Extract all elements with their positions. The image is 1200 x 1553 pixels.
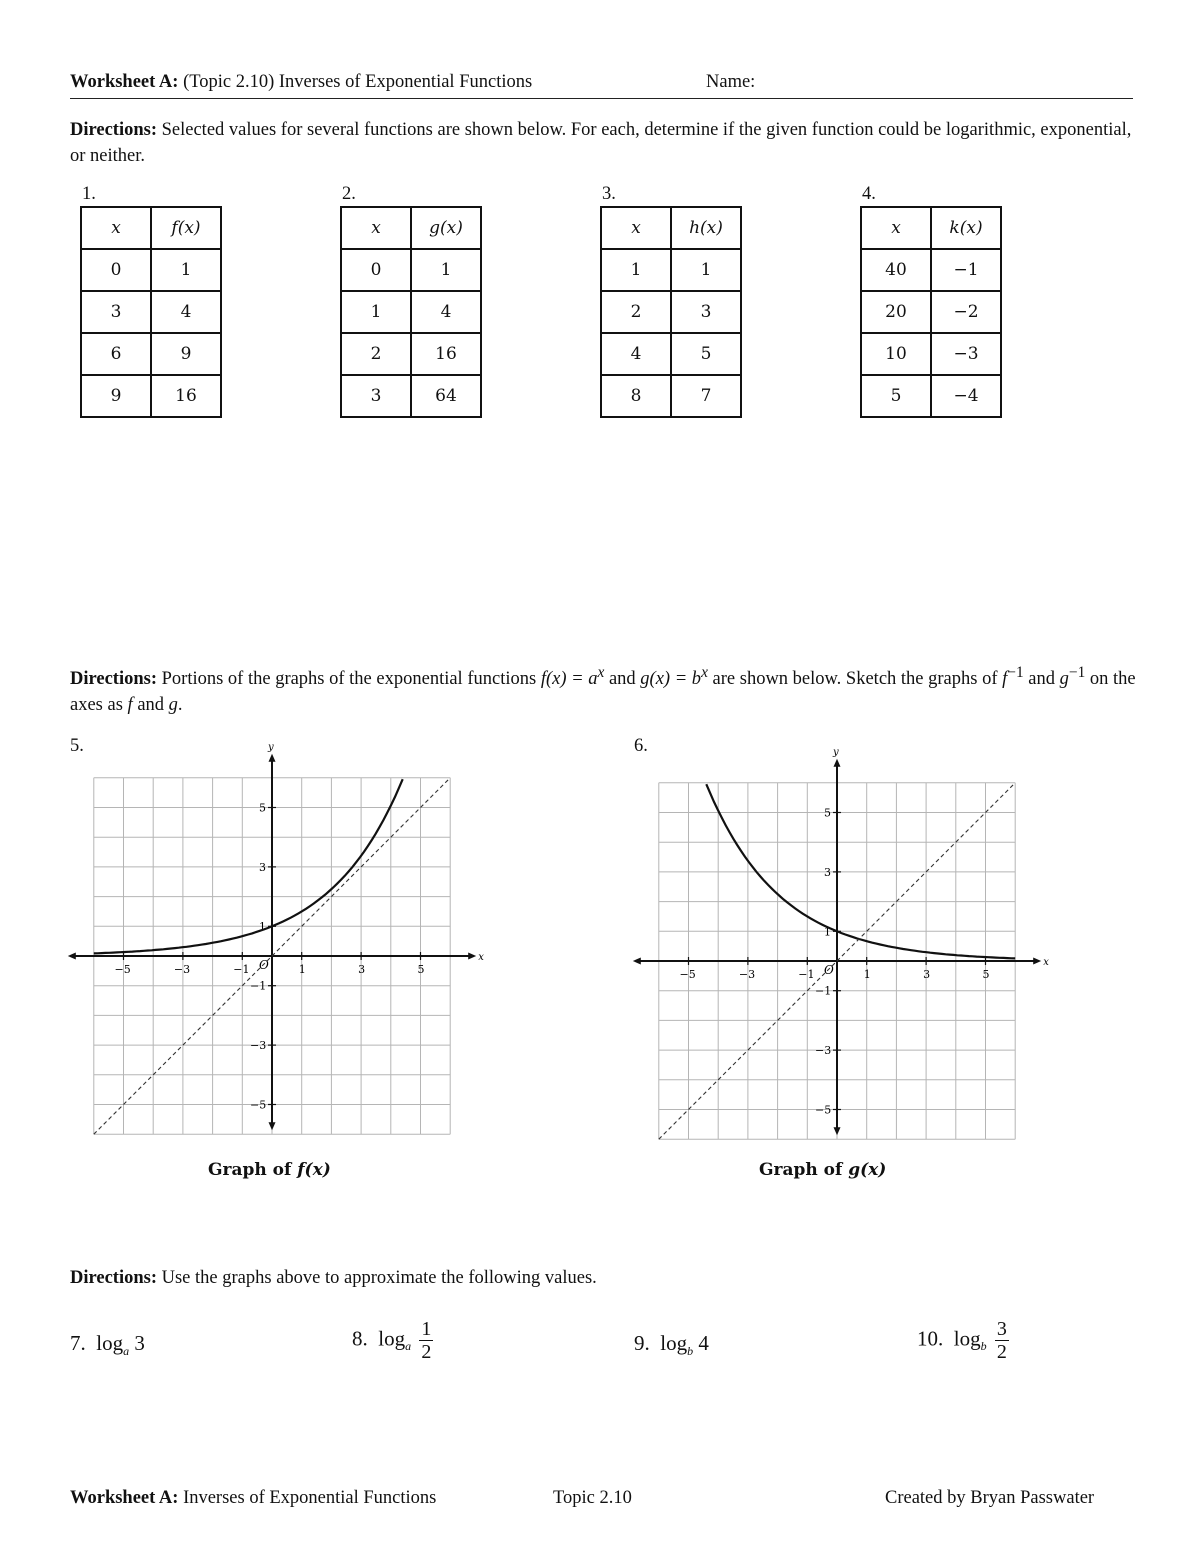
table-cell: 7 — [671, 375, 741, 417]
table-header-cell: x — [861, 207, 931, 249]
table-header-row — [601, 207, 741, 249]
x-tick-label: −3 — [173, 963, 191, 976]
fraction: $\frac{3}{2}$ — [996, 1318, 1007, 1363]
table-cell: 0 — [81, 249, 151, 291]
y-tick-label: −5 — [815, 1103, 832, 1117]
table-cell: 16 — [411, 333, 481, 375]
footer-topic: Topic 2.10 — [553, 1488, 632, 1508]
y-tick-label: −5 — [250, 1098, 267, 1112]
y-tick-label: −3 — [815, 1044, 832, 1058]
table-cell: −2 — [931, 291, 1001, 333]
table-row — [861, 291, 1001, 333]
x-tick-label: −5 — [114, 963, 131, 976]
directions-graphs: Directions: Portions of the graphs of the exponential functions $f(x) = a^x$ and $g(x) = b^x$ are shown below. Sketch the graphs of $f^{-1}$ and $g^{-1}$ on the axes as f and g. — [70, 664, 1136, 716]
table-cell: 40 — [861, 249, 931, 291]
question-9: 9. $\log_b 4$ — [634, 1331, 709, 1358]
x-tick-label: 3 — [923, 968, 931, 981]
table-1-number: 1. — [82, 184, 96, 204]
x-tick-label: 1 — [863, 968, 871, 981]
table-cell: 1 — [341, 291, 411, 333]
table-cell: 1 — [411, 249, 481, 291]
table-header-row — [81, 207, 221, 249]
graph-f[interactable] — [60, 730, 500, 1150]
table-2-number: 2. — [342, 184, 356, 204]
y-tick-label: 3 — [259, 860, 266, 874]
question-8: 8. $\log_a$ $\frac{1}{2}$ — [352, 1318, 432, 1363]
value-table-3 — [600, 206, 742, 418]
x-tick-label: 5 — [417, 963, 425, 976]
x-axis-arrow — [68, 953, 76, 960]
table-cell: 4 — [601, 333, 671, 375]
table-cell: −3 — [931, 333, 1001, 375]
table-cell: 64 — [411, 375, 481, 417]
table-cell: 1 — [601, 249, 671, 291]
table-row — [601, 291, 741, 333]
table-row — [861, 375, 1001, 417]
table-cell: 4 — [411, 291, 481, 333]
y-axis-arrow — [834, 1127, 841, 1135]
table-row — [341, 291, 481, 333]
table-cell: 3 — [81, 291, 151, 333]
table-cell: 16 — [151, 375, 221, 417]
y-axis-arrow — [269, 1122, 276, 1130]
table-cell: 4 — [151, 291, 221, 333]
y-tick-label: −1 — [250, 979, 267, 993]
y-tick-label: 5 — [259, 801, 266, 815]
x-axis-arrow — [1033, 958, 1041, 965]
header-rule — [70, 98, 1133, 99]
value-table-2 — [340, 206, 482, 418]
table-cell: 2 — [341, 333, 411, 375]
table-cell: 3 — [341, 375, 411, 417]
x-axis-label: x — [478, 952, 484, 963]
fraction: $\frac{1}{2}$ — [421, 1318, 432, 1363]
y-tick-label: −3 — [250, 1039, 267, 1053]
table-row — [81, 249, 221, 291]
table-header-cell: x — [341, 207, 411, 249]
f-curve — [94, 779, 403, 953]
table-cell: 5 — [861, 375, 931, 417]
table-cell: 20 — [861, 291, 931, 333]
table-header-row — [861, 207, 1001, 249]
table-cell: 6 — [81, 333, 151, 375]
table-header-row — [341, 207, 481, 249]
x-tick-label: 5 — [982, 968, 990, 981]
directions-approximate: Directions: Use the graphs above to approximate the following values. — [70, 1268, 597, 1288]
x-axis-label: x — [1043, 957, 1049, 968]
table-row — [81, 375, 221, 417]
origin-label: O — [259, 958, 269, 972]
table-header-cell: x — [81, 207, 151, 249]
table-cell: −4 — [931, 375, 1001, 417]
y-tick-label: 1 — [824, 925, 831, 939]
worksheet-title: Worksheet A: (Topic 2.10) Inverses of Exponential Functions — [70, 72, 533, 92]
table-cell: 8 — [601, 375, 671, 417]
value-table-4 — [860, 206, 1002, 418]
table-row — [81, 291, 221, 333]
table-row — [341, 375, 481, 417]
directions-tables: Directions: Selected values for several functions are shown below. For each, determine if the given function could be logarithmic, exponential, or neither. — [70, 120, 1132, 166]
question-7: 7. $\log_a 3$ — [70, 1331, 145, 1358]
y-tick-label: 1 — [259, 920, 266, 934]
table-row — [601, 375, 741, 417]
name-label: Name: — [706, 72, 756, 92]
table-cell: 9 — [151, 333, 221, 375]
graph-6-number: 6. — [634, 736, 648, 756]
table-cell: 0 — [341, 249, 411, 291]
footer-author: Created by Bryan Passwater — [885, 1488, 1095, 1508]
y-axis-label: y — [833, 746, 839, 758]
x-tick-label: −3 — [738, 968, 756, 981]
table-row — [861, 333, 1001, 375]
graph-g[interactable] — [625, 735, 1065, 1155]
table-cell: 10 — [861, 333, 931, 375]
graph-g-caption: Graph of g(x) — [759, 1160, 887, 1180]
table-cell: −1 — [931, 249, 1001, 291]
y-axis-arrow — [834, 759, 841, 767]
table-header-cell: f(x) — [151, 207, 221, 249]
y-axis-label: y — [268, 741, 274, 753]
table-row — [341, 249, 481, 291]
table-cell: 9 — [81, 375, 151, 417]
table-header-cell: h(x) — [671, 207, 741, 249]
y-axis-arrow — [269, 754, 276, 762]
y-tick-label: 3 — [824, 865, 831, 879]
table-header-cell: x — [601, 207, 671, 249]
x-tick-label: −1 — [233, 963, 250, 976]
g-curve — [706, 784, 1015, 958]
value-table-1 — [80, 206, 222, 418]
x-tick-label: −5 — [679, 968, 696, 981]
table-row — [601, 333, 741, 375]
table-cell: 1 — [151, 249, 221, 291]
footer-title: Worksheet A: Inverses of Exponential Functions — [70, 1488, 437, 1508]
graph-5-number: 5. — [70, 736, 84, 756]
x-tick-label: 1 — [298, 963, 306, 976]
x-axis-arrow — [468, 953, 476, 960]
table-header-cell: g(x) — [411, 207, 481, 249]
table-header-cell: k(x) — [931, 207, 1001, 249]
table-4-number: 4. — [862, 184, 876, 204]
x-tick-label: −1 — [798, 968, 815, 981]
table-row — [81, 333, 221, 375]
table-cell: 1 — [671, 249, 741, 291]
x-tick-label: 3 — [358, 963, 366, 976]
question-10: 10. $\log_b$ $\frac{3}{2}$ — [917, 1318, 1007, 1363]
graph-f-caption: Graph of f(x) — [208, 1160, 331, 1180]
table-row — [341, 333, 481, 375]
table-row — [601, 249, 741, 291]
table-3-number: 3. — [602, 184, 616, 204]
table-cell: 5 — [671, 333, 741, 375]
origin-label: O — [824, 963, 834, 977]
table-row — [861, 249, 1001, 291]
y-tick-label: 5 — [824, 806, 831, 820]
table-cell: 2 — [601, 291, 671, 333]
y-tick-label: −1 — [815, 984, 832, 998]
x-axis-arrow — [633, 958, 641, 965]
table-cell: 3 — [671, 291, 741, 333]
